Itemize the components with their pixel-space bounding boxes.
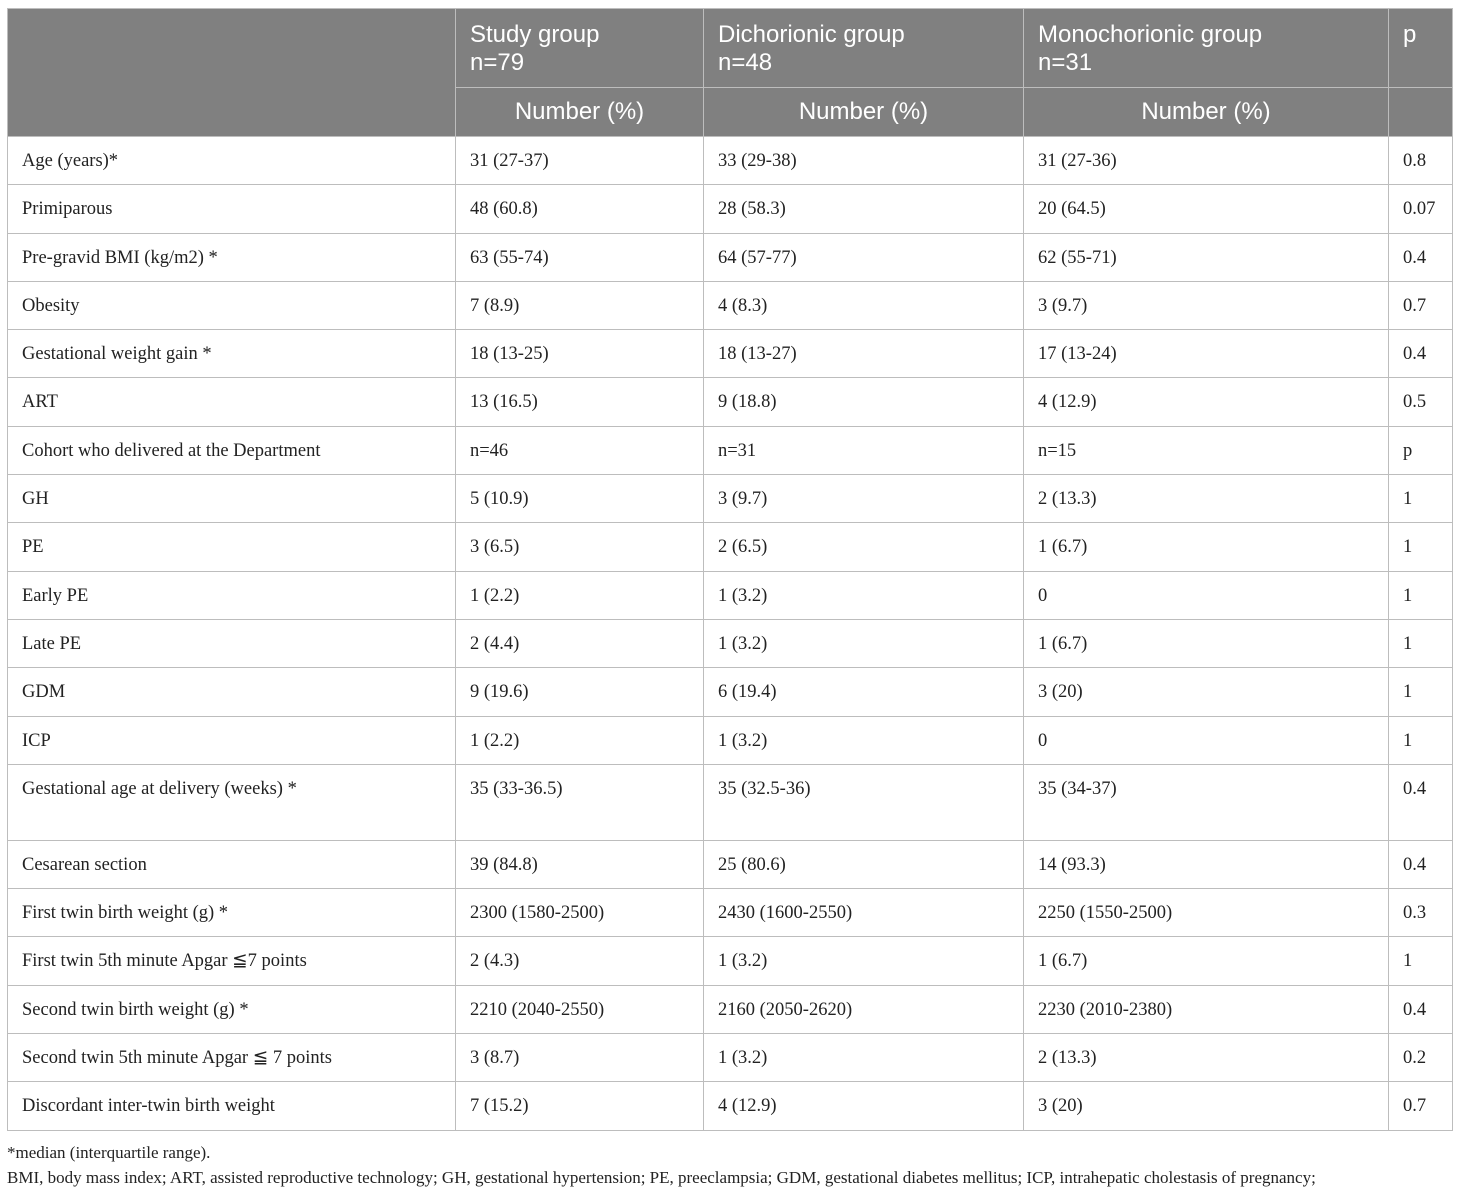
table-row bbox=[8, 619, 1453, 667]
row-label: GDM bbox=[8, 668, 456, 716]
table-row bbox=[8, 716, 1453, 764]
subheader-dichorionic: Number (%) bbox=[704, 88, 1024, 137]
p-value: 1 bbox=[1389, 475, 1453, 523]
study-value: 1 (2.2) bbox=[456, 571, 704, 619]
table-row bbox=[8, 889, 1453, 937]
row-label: GH bbox=[8, 475, 456, 523]
study-value: 18 (13-25) bbox=[456, 330, 704, 378]
header-monochorionic-title: Monochorionic group bbox=[1038, 21, 1263, 48]
table-body bbox=[8, 137, 1453, 1131]
monochorionic-value: n=15 bbox=[1024, 426, 1389, 474]
p-value: p bbox=[1389, 426, 1453, 474]
table-row bbox=[8, 233, 1453, 281]
dichorionic-value: 18 (13-27) bbox=[704, 330, 1024, 378]
study-value: 1 (2.2) bbox=[456, 716, 704, 764]
row-label: Age (years)* bbox=[8, 137, 456, 185]
dichorionic-value: 64 (57-77) bbox=[704, 233, 1024, 281]
table-row bbox=[8, 937, 1453, 985]
dichorionic-value: 9 (18.8) bbox=[704, 378, 1024, 426]
p-value: 0.7 bbox=[1389, 1082, 1453, 1130]
subheader-p-empty bbox=[1389, 88, 1453, 137]
monochorionic-value: 1 (6.7) bbox=[1024, 619, 1389, 667]
monochorionic-value: 0 bbox=[1024, 716, 1389, 764]
table-footnotes bbox=[7, 1140, 1457, 1190]
footnote-abbreviations: BMI, body mass index; ART, assisted reproductive technology; GH, gestational hypertension; PE, preeclampsia; GDM, gestational diabetes mellitus; ICP, intrahepatic cholestasis of pregnancy; bbox=[7, 1168, 1316, 1187]
header-study-title: Study group bbox=[470, 21, 600, 48]
data-table bbox=[7, 8, 1453, 1131]
table-row bbox=[8, 378, 1453, 426]
p-value: 0.07 bbox=[1389, 185, 1453, 233]
study-value: 5 (10.9) bbox=[456, 475, 704, 523]
p-value: 0.7 bbox=[1389, 281, 1453, 329]
monochorionic-value: 62 (55-71) bbox=[1024, 233, 1389, 281]
row-label: Gestational weight gain * bbox=[8, 330, 456, 378]
monochorionic-value: 3 (9.7) bbox=[1024, 281, 1389, 329]
study-value: 7 (8.9) bbox=[456, 281, 704, 329]
row-label: Pre-gravid BMI (kg/m2) * bbox=[8, 233, 456, 281]
table-row bbox=[8, 668, 1453, 716]
header-row bbox=[8, 9, 1453, 88]
dichorionic-value: 2 (6.5) bbox=[704, 523, 1024, 571]
study-value: 39 (84.8) bbox=[456, 840, 704, 888]
monochorionic-value: 2250 (1550-2500) bbox=[1024, 889, 1389, 937]
table-row bbox=[8, 1034, 1453, 1082]
table-row bbox=[8, 281, 1453, 329]
row-label: Cohort who delivered at the Department bbox=[8, 426, 456, 474]
p-value: 0.4 bbox=[1389, 764, 1453, 840]
monochorionic-value: 2 (13.3) bbox=[1024, 475, 1389, 523]
dichorionic-value: 1 (3.2) bbox=[704, 1034, 1024, 1082]
row-label: Early PE bbox=[8, 571, 456, 619]
study-value: 2 (4.3) bbox=[456, 937, 704, 985]
study-value: 13 (16.5) bbox=[456, 378, 704, 426]
row-label: Primiparous bbox=[8, 185, 456, 233]
p-value: 0.4 bbox=[1389, 985, 1453, 1033]
p-value: 0.2 bbox=[1389, 1034, 1453, 1082]
header-p-value: p bbox=[1389, 9, 1453, 88]
study-value: 2210 (2040-2550) bbox=[456, 985, 704, 1033]
row-label: ART bbox=[8, 378, 456, 426]
study-value: 35 (33-36.5) bbox=[456, 764, 704, 840]
monochorionic-value: 35 (34-37) bbox=[1024, 764, 1389, 840]
study-value: 48 (60.8) bbox=[456, 185, 704, 233]
monochorionic-value: 1 (6.7) bbox=[1024, 523, 1389, 571]
study-value: 2300 (1580-2500) bbox=[456, 889, 704, 937]
table-row bbox=[8, 764, 1453, 840]
table-row bbox=[8, 571, 1453, 619]
row-label: Cesarean section bbox=[8, 840, 456, 888]
dichorionic-value: 33 (29-38) bbox=[704, 137, 1024, 185]
p-value: 0.4 bbox=[1389, 233, 1453, 281]
monochorionic-value: 2 (13.3) bbox=[1024, 1034, 1389, 1082]
dichorionic-value: 28 (58.3) bbox=[704, 185, 1024, 233]
dichorionic-value: 4 (8.3) bbox=[704, 281, 1024, 329]
header-study-group bbox=[456, 9, 704, 88]
monochorionic-value: 20 (64.5) bbox=[1024, 185, 1389, 233]
header-dichorionic-n: n=48 bbox=[718, 49, 773, 76]
study-value: 2 (4.4) bbox=[456, 619, 704, 667]
header-empty-cell bbox=[8, 9, 456, 137]
row-label: Second twin birth weight (g) * bbox=[8, 985, 456, 1033]
p-value: 1 bbox=[1389, 937, 1453, 985]
header-monochorionic-group bbox=[1024, 9, 1389, 88]
table-row bbox=[8, 985, 1453, 1033]
p-value: 0.4 bbox=[1389, 330, 1453, 378]
study-value: 63 (55-74) bbox=[456, 233, 704, 281]
monochorionic-value: 4 (12.9) bbox=[1024, 378, 1389, 426]
header-study-n: n=79 bbox=[470, 49, 525, 76]
dichorionic-value: 1 (3.2) bbox=[704, 937, 1024, 985]
study-value: 3 (6.5) bbox=[456, 523, 704, 571]
study-value: 3 (8.7) bbox=[456, 1034, 704, 1082]
row-label: Second twin 5th minute Apgar ≦ 7 points bbox=[8, 1034, 456, 1082]
monochorionic-value: 1 (6.7) bbox=[1024, 937, 1389, 985]
study-value: 7 (15.2) bbox=[456, 1082, 704, 1130]
monochorionic-value: 3 (20) bbox=[1024, 1082, 1389, 1130]
table-row bbox=[8, 426, 1453, 474]
table-row bbox=[8, 185, 1453, 233]
dichorionic-value: 35 (32.5-36) bbox=[704, 764, 1024, 840]
p-value: 0.5 bbox=[1389, 378, 1453, 426]
p-value: 1 bbox=[1389, 619, 1453, 667]
p-value: 1 bbox=[1389, 668, 1453, 716]
header-dichorionic-title: Dichorionic group bbox=[718, 21, 905, 48]
study-value: 9 (19.6) bbox=[456, 668, 704, 716]
table-row bbox=[8, 840, 1453, 888]
dichorionic-value: n=31 bbox=[704, 426, 1024, 474]
row-label: ICP bbox=[8, 716, 456, 764]
subheader-study: Number (%) bbox=[456, 88, 704, 137]
monochorionic-value: 14 (93.3) bbox=[1024, 840, 1389, 888]
table-row bbox=[8, 137, 1453, 185]
row-label: Discordant inter-twin birth weight bbox=[8, 1082, 456, 1130]
row-label: Gestational age at delivery (weeks) * bbox=[8, 764, 456, 840]
dichorionic-value: 2430 (1600-2550) bbox=[704, 889, 1024, 937]
dichorionic-value: 1 (3.2) bbox=[704, 716, 1024, 764]
p-value: 0.4 bbox=[1389, 840, 1453, 888]
subheader-monochorionic: Number (%) bbox=[1024, 88, 1389, 137]
monochorionic-value: 2230 (2010-2380) bbox=[1024, 985, 1389, 1033]
p-value: 1 bbox=[1389, 523, 1453, 571]
dichorionic-value: 2160 (2050-2620) bbox=[704, 985, 1024, 1033]
monochorionic-value: 3 (20) bbox=[1024, 668, 1389, 716]
table-row bbox=[8, 1082, 1453, 1130]
header-dichorionic-group bbox=[704, 9, 1024, 88]
dichorionic-value: 3 (9.7) bbox=[704, 475, 1024, 523]
header-monochorionic-n: n=31 bbox=[1038, 49, 1093, 76]
dichorionic-value: 1 (3.2) bbox=[704, 619, 1024, 667]
study-value: n=46 bbox=[456, 426, 704, 474]
monochorionic-value: 31 (27-36) bbox=[1024, 137, 1389, 185]
row-label: PE bbox=[8, 523, 456, 571]
row-label: Late PE bbox=[8, 619, 456, 667]
study-value: 31 (27-37) bbox=[456, 137, 704, 185]
table-row bbox=[8, 475, 1453, 523]
p-value: 1 bbox=[1389, 571, 1453, 619]
monochorionic-value: 17 (13-24) bbox=[1024, 330, 1389, 378]
table-row bbox=[8, 523, 1453, 571]
table-row bbox=[8, 330, 1453, 378]
dichorionic-value: 6 (19.4) bbox=[704, 668, 1024, 716]
row-label: Obesity bbox=[8, 281, 456, 329]
dichorionic-value: 4 (12.9) bbox=[704, 1082, 1024, 1130]
dichorionic-value: 25 (80.6) bbox=[704, 840, 1024, 888]
monochorionic-value: 0 bbox=[1024, 571, 1389, 619]
p-value: 1 bbox=[1389, 716, 1453, 764]
row-label: First twin 5th minute Apgar ≦7 points bbox=[8, 937, 456, 985]
row-label: First twin birth weight (g) * bbox=[8, 889, 456, 937]
dichorionic-value: 1 (3.2) bbox=[704, 571, 1024, 619]
footnote-median: *median (interquartile range). bbox=[7, 1143, 211, 1162]
p-value: 0.8 bbox=[1389, 137, 1453, 185]
p-value: 0.3 bbox=[1389, 889, 1453, 937]
